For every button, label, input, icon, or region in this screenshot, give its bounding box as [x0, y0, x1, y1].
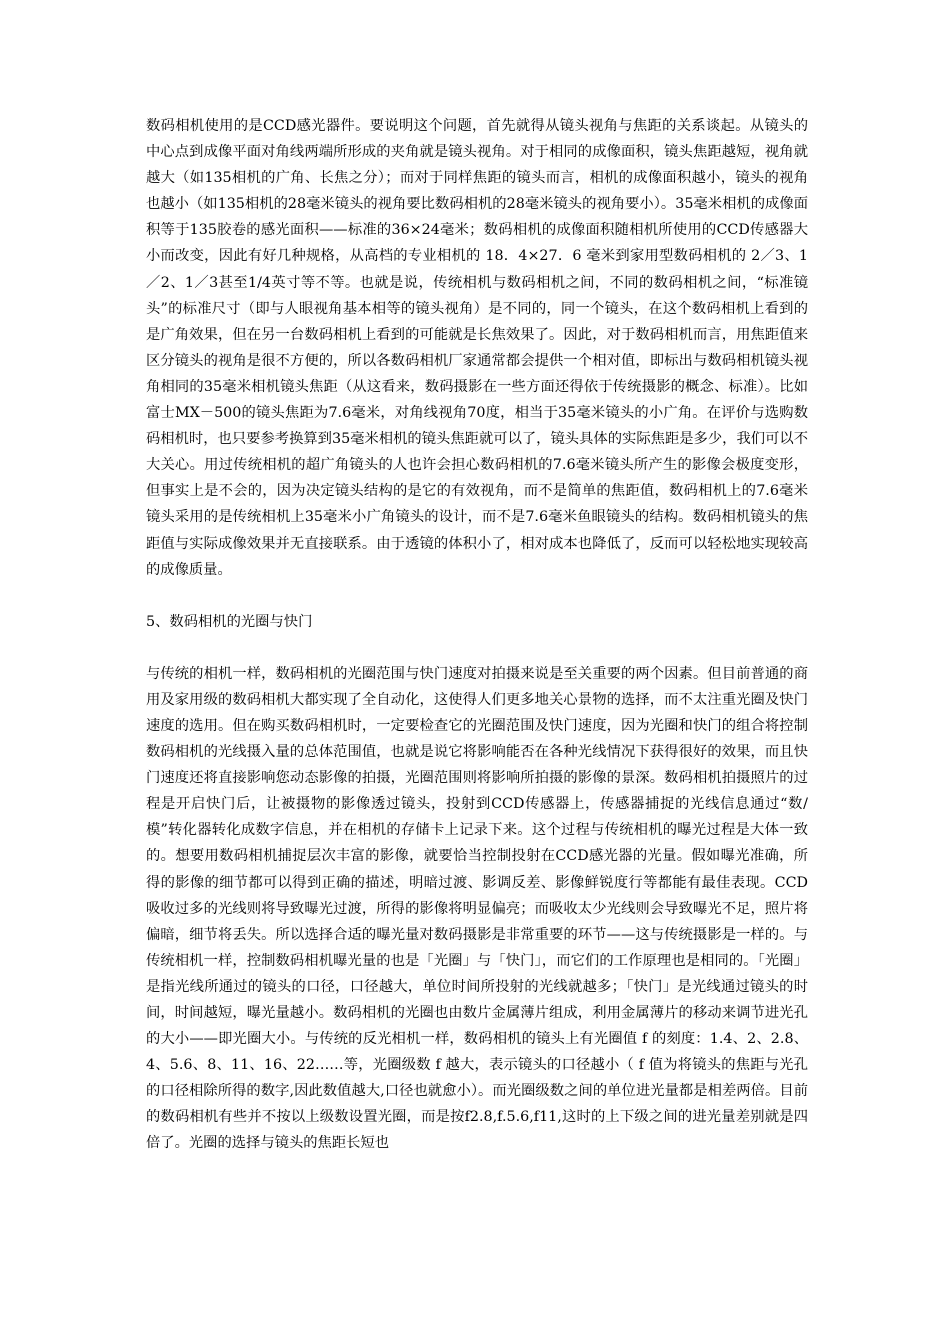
body-paragraph: 数码相机使用的是CCD感光器件。要说明这个问题，首先就得从镜头视角与焦距的关系谈起。从镜头的中心点到成像平面对角线两端所形成的夹角就是镜头视角。对于相同的成像面积，镜头焦距越短，视角就越大（如135相机的广角、长焦之分）；而对于同样焦距的镜头而言，相机的成像面积越小，镜头的视角也越小（如135相机的28毫米镜头的视角要比数码相机的28毫米镜头的视角要小）。35毫米相机的成像面积等于135胶卷的感光面积——标准的36×24毫米；数码相机的成像面积随相机所使用的CCD传感器大小而改变，因此有好几种规格，从高档的专业相机的 18．4×27．6 毫米到家用型数码相机的 2／3、1／2、1／3甚至1/4英寸等不等。也就是说，传统相机与数码相机之间，不同的数码相机之间，“标准镜头”的标准尺寸（即与人眼视角基本相等的镜头视角）是不同的，同一个镜头，在这个数码相机上看到的是广角效果，但在另一台数码相机上看到的可能就是长焦效果了。因此，对于数码相机而言，用焦距值来区分镜头的视角是很不方便的，所以各数码相机厂家通常都会提供一个相对值，即标出与数码相机镜头视角相同的35毫米相机镜头焦距（从这看来，数码摄影在一些方面还得依于传统摄影的概念、标准）。比如富士MX－500的镜头焦距为7.6毫米，对角线视角70度，相当于35毫米镜头的小广角。在评价与选购数码相机时，也只要参考换算到35毫米相机的镜头焦距就可以了，镜头具体的实际焦距是多少，我们可以不大关心。用过传统相机的超广角镜头的人也许会担心数码相机的7.6毫米镜头所产生的影像会极度变形，但事实上是不会的，因为决定镜头结构的是它的有效视角，而不是简单的焦距值，数码相机上的7.6毫米镜头采用的是传统相机上35毫米小广角镜头的设计，而不是7.6毫米鱼眼镜头的结构。数码相机镜头的焦距值与实际成像效果并无直接联系。由于透镜的体积小了，相对成本也降低了，反而可以轻松地实现较高的成像质量。: [146, 118, 808, 578]
document-page: [146, 113, 808, 1157]
section-heading: 5、数码相机的光圈与快门: [146, 613, 313, 630]
body-paragraph: 与传统的相机一样，数码相机的光圈范围与快门速度对拍摄来说是至关重要的两个因素。但目前普通的商用及家用级的数码相机大都实现了全自动化，这使得人们更多地关心景物的选择，而不太注重光圈及快门速度的选用。但在购买数码相机时，一定要检查它的光圈范围及快门速度，因为光圈和快门的组合将控制数码相机的光线摄入量的总体范围值，也就是说它将影响能否在各种光线情况下获得很好的效果，而且快门速度还将直接影响您动态影像的拍摄，光圈范围则将影响所拍摄的影像的景深。数码相机拍摄照片的过程是开启快门后，让被摄物的影像透过镜头，投射到CCD传感器上，传感器捕捉的光线信息通过“数/模”转化器转化成数字信息，并在相机的存储卡上记录下来。这个过程与传统相机的曝光过程是大体一致的。想要用数码相机捕捉层次丰富的影像，就要恰当控制投射在CCD感光器的光量。假如曝光准确，所得的影像的细节都可以得到正确的描述，明暗过渡、影调反差、影像鲜锐度行等都能有最佳表现。CCD 吸收过多的光线则将导致曝光过渡，所得的影像将明显偏亮；而吸收太少光线则会导致曝光不足，照片将偏暗，细节将丢失。所以选择合适的曝光量对数码摄影是非常重要的环节——这与传统摄影是一样的。与传统相机一样，控制数码相机曝光量的也是「光圈」与「快门」，而它们的工作原理也是相同的。「光圈」是指光线所通过的镜头的口径，口径越大，单位时间所投射的光线就越多；「快门」是光线通过镜头的时间，时间越短，曝光量越小。数码相机的光圈也由数片金属薄片组成，利用金属薄片的移动来调节进光孔的大小——即光圈大小。与传统的反光相机一样，数码相机的镜头上有光圈值 f 的刻度：1.4、2、2.8、4、5.6、8、11、16、22……等，光圈级数 f 越大，表示镜头的口径越小（ f 值为将镜头的焦距与光孔的口径相除所得的数字,因此数值越大,口径也就愈小）。而光圈级数之间的单位进光量都是相差两倍。目前的数码相机有些并不按以上级数设置光圈，而是按f2.8,f.5.6,f11,这时的上下级之间的进光量差别就是四倍了。光圈的选择与镜头的焦距长短也: [146, 665, 808, 1152]
paragraph-spacer: [146, 635, 808, 661]
paragraph-spacer: [146, 583, 808, 609]
